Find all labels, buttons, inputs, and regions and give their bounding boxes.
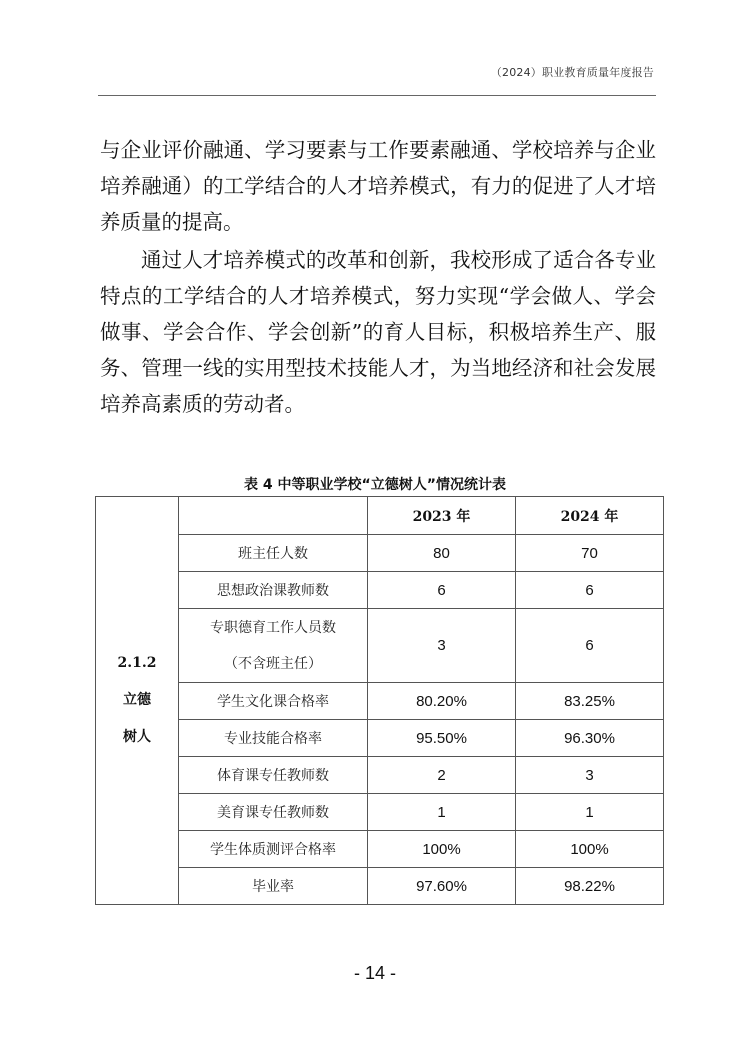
year-2024-header: 2024 年 bbox=[516, 497, 664, 535]
row-label bbox=[179, 609, 368, 683]
row-label: 思想政治课教师数 bbox=[179, 572, 368, 609]
table-row bbox=[96, 535, 664, 572]
table-row bbox=[96, 572, 664, 609]
value-2023: 3 bbox=[368, 609, 516, 683]
value-2023: 6 bbox=[368, 572, 516, 609]
row-label: 学生体质测评合格率 bbox=[179, 831, 368, 868]
value-2024: 70 bbox=[516, 535, 664, 572]
table-header-row bbox=[96, 497, 664, 535]
body-text bbox=[100, 132, 656, 422]
value-2024: 96.30% bbox=[516, 720, 664, 757]
row-label: 专业技能合格率 bbox=[179, 720, 368, 757]
value-2024: 83.25% bbox=[516, 683, 664, 720]
value-2024: 1 bbox=[516, 794, 664, 831]
row-label: 学生文化课合格率 bbox=[179, 683, 368, 720]
table-row bbox=[96, 794, 664, 831]
value-2024: 100% bbox=[516, 831, 664, 868]
row-label: 体育课专任教师数 bbox=[179, 757, 368, 794]
row-label: 毕业率 bbox=[179, 868, 368, 905]
value-2023: 80.20% bbox=[368, 683, 516, 720]
section-name-line-1: 立德 bbox=[123, 692, 151, 708]
value-2024: 6 bbox=[516, 609, 664, 683]
value-2023: 1 bbox=[368, 794, 516, 831]
value-2024: 98.22% bbox=[516, 868, 664, 905]
value-2024: 6 bbox=[516, 572, 664, 609]
table-row bbox=[96, 609, 664, 683]
section-cell bbox=[96, 497, 179, 905]
section-code: 2.1.2 bbox=[117, 655, 157, 671]
value-2023: 80 bbox=[368, 535, 516, 572]
row-label-main: 专职德育工作人员数 bbox=[210, 619, 336, 636]
header-divider bbox=[98, 95, 656, 96]
row-label: 美育课专任教师数 bbox=[179, 794, 368, 831]
value-2023: 95.50% bbox=[368, 720, 516, 757]
page-number: - 14 - bbox=[353, 963, 396, 983]
table-row bbox=[96, 868, 664, 905]
table-caption: 表 4 中等职业学校“立德树人”情况统计表 bbox=[244, 477, 506, 493]
value-2023: 2 bbox=[368, 757, 516, 794]
paragraph-continued: 与企业评价融通、学习要素与工作要素融通、学校培养与企业培养融通）的工学结合的人才培养模式，有力的促进了人才培养质量的提高。 bbox=[100, 138, 656, 234]
paragraph: 通过人才培养模式的改革和创新，我校形成了适合各专业特点的工学结合的人才培养模式，努力实现“学会做人、学会做事、学会合作、学会创新”的育人目标，积极培养生产、服务、管理一线的实用型技术技能人才，为当地经济和社会发展培养高素质的劳动者。 bbox=[100, 248, 656, 416]
running-header: （2024）职业教育质量年度报告 bbox=[490, 66, 654, 79]
row-label: 班主任人数 bbox=[179, 535, 368, 572]
moral-education-stats-table bbox=[95, 496, 664, 905]
table-row bbox=[96, 720, 664, 757]
table-row bbox=[96, 831, 664, 868]
value-2023: 100% bbox=[368, 831, 516, 868]
section-name-line-2: 树人 bbox=[123, 729, 151, 745]
header-empty-cell bbox=[179, 497, 368, 535]
value-2023: 97.60% bbox=[368, 868, 516, 905]
table-row bbox=[96, 683, 664, 720]
row-label-note: （不含班主任） bbox=[224, 655, 322, 672]
table-row bbox=[96, 757, 664, 794]
year-2023-header: 2023 年 bbox=[368, 497, 516, 535]
value-2024: 3 bbox=[516, 757, 664, 794]
